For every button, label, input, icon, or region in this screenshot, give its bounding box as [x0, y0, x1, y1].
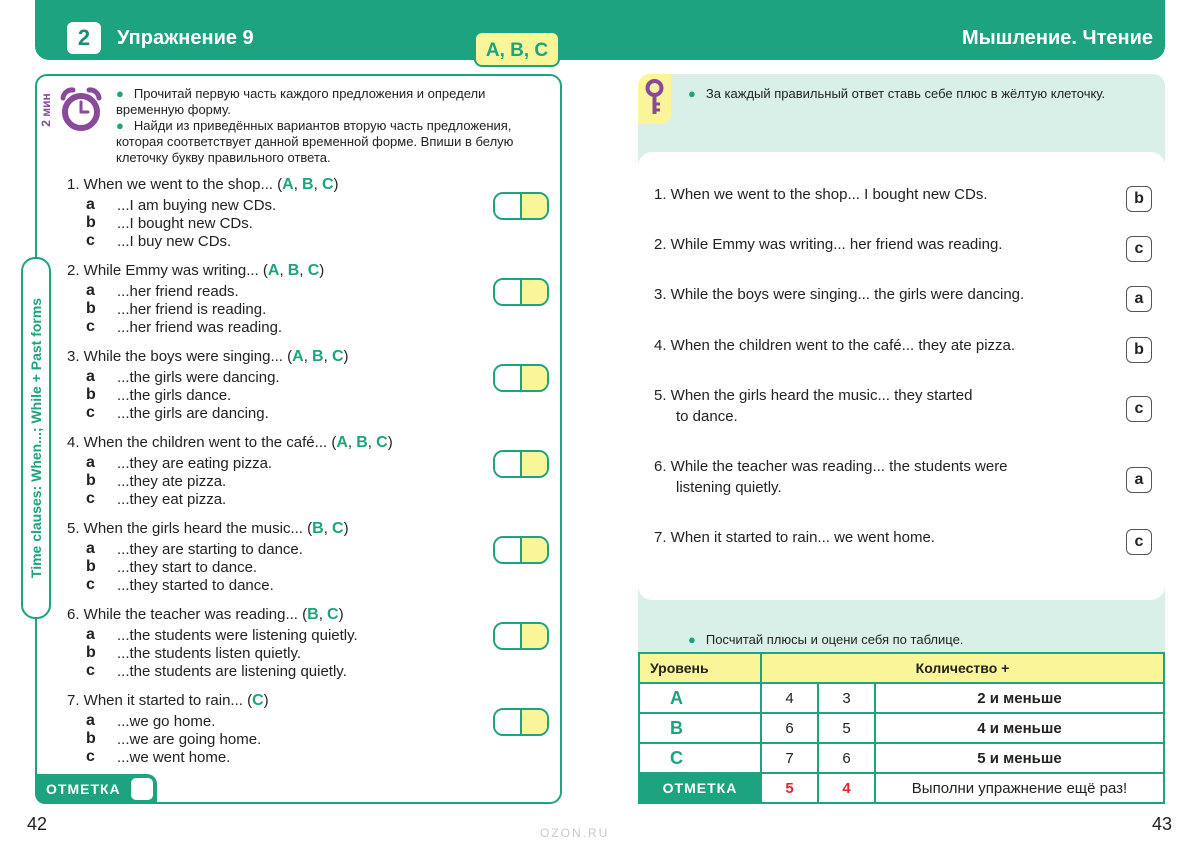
option-letter: a — [86, 626, 95, 643]
question-stem — [67, 692, 269, 710]
grade-label-left: ОТМЕТКА — [35, 774, 157, 804]
option-letter: c — [86, 662, 95, 679]
answer-cell-yellow[interactable] — [522, 538, 547, 562]
option-text: ...I buy new CDs. — [117, 233, 232, 250]
row-five: 4 — [761, 683, 818, 713]
option-letter: b — [86, 472, 96, 489]
question-stem — [67, 348, 349, 366]
grade-box[interactable] — [131, 778, 153, 800]
answer-sentence-line2: listening quietly. — [676, 479, 782, 496]
option-letter: b — [86, 644, 96, 661]
grade-row-marks — [639, 773, 1164, 803]
question-levels: (A, B, C) — [282, 348, 349, 365]
option-letter: b — [86, 214, 96, 231]
mark-four: 4 — [818, 773, 875, 803]
answer-cell-white[interactable] — [495, 710, 522, 734]
level-letter: C — [332, 520, 344, 537]
row-five: 7 — [761, 743, 818, 773]
question-stem — [67, 606, 344, 624]
row-four: 6 — [818, 743, 875, 773]
level-letter: A — [267, 262, 280, 279]
answer-sentence-line2: to dance. — [676, 408, 738, 425]
level-letter: B — [356, 434, 368, 451]
level-letter: C — [327, 606, 339, 623]
page-number-left: 42 — [27, 814, 48, 834]
answer-sentence-line1: 5. When the girls heard the music... they started — [654, 387, 973, 404]
level-letter: B — [307, 606, 319, 623]
answer-cell-white[interactable] — [495, 194, 522, 218]
option-text: ...the girls were dancing. — [117, 369, 280, 386]
question-levels: (A, B, C) — [258, 262, 325, 279]
grade-label-right: ОТМЕТКА — [639, 773, 761, 803]
header-count: Количество + — [761, 653, 1164, 683]
level-letter: B — [312, 520, 324, 537]
level-letter: B — [312, 348, 324, 365]
mark-five: 5 — [761, 773, 818, 803]
option-text: ...her friend reads. — [117, 283, 239, 300]
answer-key-box: b — [1126, 337, 1152, 363]
option-text: ...the students listen quietly. — [117, 645, 301, 662]
option-text: ...we went home. — [117, 749, 231, 766]
answer-sentence: 2. While Emmy was writing... her friend was reading. — [654, 236, 1003, 253]
question-stem-text: 1. When we went to the shop... — [67, 176, 273, 193]
grade-row — [639, 683, 1164, 713]
answer-cell-white[interactable] — [495, 280, 522, 304]
question-stem — [67, 262, 324, 280]
score-instruction: ● Посчитай плюсы и оцени себя по таблице. — [688, 632, 964, 647]
row-level: C — [639, 743, 761, 773]
answer-box[interactable] — [493, 278, 549, 306]
answer-box[interactable] — [493, 192, 549, 220]
answers-instruction: ● За каждый правильный ответ ставь себе плюс в жёлтую клеточку. — [688, 86, 1106, 101]
option-text: ...they start to dance. — [117, 559, 258, 576]
option-letter: a — [86, 282, 95, 299]
option-text: ...I bought new CDs. — [117, 215, 253, 232]
level-letter: A — [336, 434, 348, 451]
option-text: ...I am buying new CDs. — [117, 197, 277, 214]
key-tab — [638, 74, 671, 124]
row-retry: 4 и меньше — [875, 713, 1164, 743]
alarm-clock-icon — [58, 86, 104, 132]
exercise-title: Упражнение 9 — [117, 27, 254, 49]
row-four: 3 — [818, 683, 875, 713]
grade-table-header — [639, 653, 1164, 683]
option-letter: a — [86, 454, 95, 471]
time-label: 2 мин — [39, 93, 53, 127]
page-number-right: 43 — [1152, 814, 1173, 834]
question-stem-text: 5. When the girls heard the music... — [67, 520, 303, 537]
option-text: ...the students are listening quietly. — [117, 663, 347, 680]
row-retry: 2 и меньше — [875, 683, 1164, 713]
question-stem — [67, 520, 349, 538]
question-stem-text: 7. When it started to rain... — [67, 692, 243, 709]
answer-key-box: a — [1126, 286, 1152, 312]
option-letter: a — [86, 540, 95, 557]
answer-box[interactable] — [493, 364, 549, 392]
level-letter: B — [287, 262, 300, 279]
row-four: 5 — [818, 713, 875, 743]
option-letter: c — [86, 318, 95, 335]
option-text: ...we are going home. — [117, 731, 262, 748]
answer-box[interactable] — [493, 450, 549, 478]
grade-table — [638, 652, 1165, 804]
answer-cell-yellow[interactable] — [522, 710, 547, 734]
answer-box[interactable] — [493, 536, 549, 564]
question-levels: (C) — [242, 692, 269, 709]
instruction-1: ● Прочитай первую часть каждого предложения и определи временную форму. — [116, 86, 486, 117]
answer-box[interactable] — [493, 708, 549, 736]
row-level: B — [639, 713, 761, 743]
option-text: ...they started to dance. — [117, 577, 274, 594]
header-level: Уровень — [639, 653, 761, 683]
answer-cell-white[interactable] — [495, 366, 522, 390]
option-letter: c — [86, 404, 95, 421]
answer-key-box: a — [1126, 467, 1152, 493]
option-letter: a — [86, 196, 95, 213]
key-icon — [638, 74, 671, 124]
question-levels: (A, B, C) — [272, 176, 339, 193]
answer-key-box: c — [1126, 529, 1152, 555]
option-letter: c — [86, 748, 95, 765]
option-text: ...the girls dance. — [117, 387, 232, 404]
level-letter: B — [302, 176, 314, 193]
answer-cell-white[interactable] — [495, 538, 522, 562]
grammar-side-tab: Time clauses: When...; While + Past forms — [21, 257, 51, 619]
row-retry: 5 и меньше — [875, 743, 1164, 773]
row-five: 6 — [761, 713, 818, 743]
answer-sentence: 4. When the children went to the café... they ate pizza. — [654, 337, 1016, 354]
option-text: ...we go home. — [117, 713, 216, 730]
answer-box[interactable] — [493, 622, 549, 650]
answer-sentence-line1: 6. While the teacher was reading... the students were — [654, 458, 1008, 475]
level-letter: C — [307, 262, 320, 279]
answer-sentence: 1. When we went to the shop... I bought new CDs. — [654, 186, 988, 203]
option-letter: c — [86, 490, 95, 507]
answer-cell-yellow[interactable] — [522, 194, 547, 218]
level-letter: A — [292, 348, 304, 365]
level-letter: A — [282, 176, 294, 193]
level-tag: A, B, C — [474, 31, 560, 67]
option-letter: b — [86, 386, 96, 403]
row-level: A — [639, 683, 761, 713]
answer-sentence: 7. When it started to rain... we went home. — [654, 529, 935, 546]
option-letter: c — [86, 576, 95, 593]
option-letter: c — [86, 232, 95, 249]
answer-cell-yellow[interactable] — [522, 366, 547, 390]
question-levels: (B, C) — [302, 520, 349, 537]
question-stem-text: 3. While the boys were singing... — [67, 348, 283, 365]
answer-cell-yellow[interactable] — [522, 280, 547, 304]
option-text: ...her friend was reading. — [117, 319, 283, 336]
level-letter: C — [252, 692, 264, 709]
option-text: ...they are eating pizza. — [117, 455, 273, 472]
option-text: ...they ate pizza. — [117, 473, 227, 490]
question-stem-text: 2. While Emmy was writing... — [67, 262, 259, 279]
answer-cell-white[interactable] — [495, 624, 522, 648]
option-text: ...the girls are dancing. — [117, 405, 269, 422]
answer-cell-yellow[interactable] — [522, 452, 547, 476]
answer-key-box: c — [1126, 396, 1152, 422]
question-stem-text: 6. While the teacher was reading... — [67, 606, 298, 623]
answer-key-box: b — [1126, 186, 1152, 212]
grade-row — [639, 713, 1164, 743]
level-letter: C — [321, 176, 334, 193]
option-letter: a — [86, 712, 95, 729]
level-letter: C — [376, 434, 388, 451]
section-title: Мышление. Чтение — [961, 27, 1153, 49]
level-letter: C — [331, 348, 344, 365]
instruction-2: ● Найди из приведённых вариантов вторую часть предложения, которая соответствует данной временной форме. Впиши в белую клеточку букву правильного ответа. — [116, 118, 514, 165]
answer-key-box: c — [1126, 236, 1152, 262]
option-text: ...her friend is reading. — [117, 301, 267, 318]
watermark: OZON.RU — [540, 826, 610, 840]
option-letter: a — [86, 368, 95, 385]
grade-row — [639, 743, 1164, 773]
exercise-number: 2 — [67, 22, 101, 54]
option-text: ...they eat pizza. — [117, 491, 227, 508]
question-stem — [67, 434, 393, 452]
option-letter: b — [86, 300, 96, 317]
option-text: ...the students were listening quietly. — [117, 627, 358, 644]
answer-cell-white[interactable] — [495, 452, 522, 476]
question-stem — [67, 176, 339, 194]
answer-cell-yellow[interactable] — [522, 624, 547, 648]
option-letter: b — [86, 558, 96, 575]
option-text: ...they are starting to dance. — [117, 541, 303, 558]
mark-retry: Выполни упражнение ещё раз! — [875, 773, 1164, 803]
question-levels: (A, B, C) — [327, 434, 393, 451]
question-stem-text: 4. When the children went to the café... — [67, 434, 328, 451]
question-levels: (B, C) — [297, 606, 344, 623]
answer-sentence: 3. While the boys were singing... the girls were dancing. — [654, 286, 1025, 303]
option-letter: b — [86, 730, 96, 747]
